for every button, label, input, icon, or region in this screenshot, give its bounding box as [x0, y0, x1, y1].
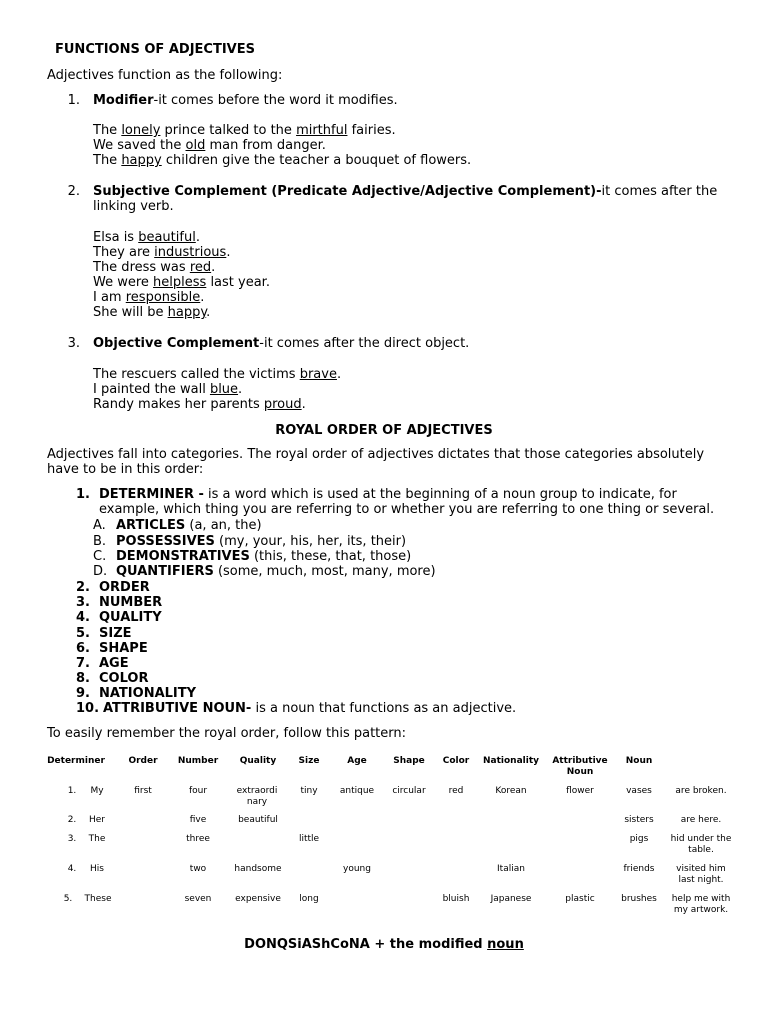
order-item: 2. ORDER: [76, 580, 150, 595]
table-cell-row-number: 1.: [67, 786, 77, 796]
table-cell-noun: friends: [623, 864, 655, 874]
table-cell-color: bluish: [442, 894, 470, 904]
table-header: Color: [442, 756, 470, 766]
table-cell-number: four: [188, 786, 208, 796]
table-cell-order: first: [134, 786, 152, 796]
table-cell-determiner: These: [84, 894, 112, 904]
example-sentence: The dress was red.: [93, 260, 216, 275]
function-desc-continued: linking verb.: [93, 199, 174, 214]
intro-royal-order: Adjectives fall into categories. The royal order of adjectives dictates that those categories absolutely: [47, 447, 705, 462]
mnemonic-footer: DONQSiAShCoNA + the modified noun: [244, 937, 524, 952]
table-header: Order: [128, 756, 158, 766]
function-subjective-complement: Subjective Complement (Predicate Adjective/Adjective Complement)-it comes after the: [93, 184, 718, 199]
table-cell-age: young: [343, 864, 371, 874]
table-cell-predicate: visited him last night.: [676, 864, 726, 885]
order-item: 8. COLOR: [76, 671, 149, 686]
order-item: 9. NATIONALITY: [76, 686, 197, 701]
order-item: 5. SIZE: [76, 626, 132, 641]
table-cell-age: antique: [339, 786, 375, 796]
table-cell-quality: beautiful: [238, 815, 278, 825]
table-cell-quality: expensive: [235, 894, 281, 904]
table-cell-determiner: Her: [88, 815, 105, 825]
example-sentence: I painted the wall blue.: [93, 382, 243, 397]
table-cell-nationality: Italian: [497, 864, 525, 874]
table-cell-attributive-noun: plastic: [565, 894, 595, 904]
table-header: Quality: [239, 756, 277, 766]
example-sentence: The rescuers called the victims brave.: [93, 367, 342, 382]
example-sentence: Elsa is beautiful.: [93, 230, 200, 245]
table-cell-number: seven: [184, 894, 212, 904]
table-cell-determiner: His: [90, 864, 104, 874]
table-cell-shape: circular: [392, 786, 426, 796]
pattern-intro: To easily remember the royal order, follow this pattern:: [47, 726, 406, 741]
table-header: Age: [347, 756, 367, 766]
table-cell-number: five: [189, 815, 207, 825]
table-header: Shape: [393, 756, 425, 766]
table-header: Nationality: [483, 756, 539, 766]
table-cell-row-number: 3.: [67, 834, 77, 844]
table-cell-quality: handsome: [234, 864, 282, 874]
table-cell-noun: sisters: [624, 815, 654, 825]
order-item-attributive-noun: 10. ATTRIBUTIVE NOUN- is a noun that functions as an adjective.: [76, 701, 517, 716]
order-determiner-continued: example, which thing you are referring to or whether you are referring to one thing or several.: [99, 502, 715, 517]
example-sentence: We saved the old man from danger.: [93, 138, 326, 153]
table-cell-row-number: 4.: [67, 864, 77, 874]
function-modifier: Modifier-it comes before the word it modifies.: [93, 93, 398, 108]
title-functions: FUNCTIONS OF ADJECTIVES: [55, 42, 255, 57]
table-cell-row-number: 5.: [63, 894, 73, 904]
list-number: 1.: [76, 487, 90, 502]
table-cell-color: red: [448, 786, 464, 796]
function-objective-complement: Objective Complement-it comes after the direct object.: [93, 336, 470, 351]
table-cell-attributive-noun: flower: [566, 786, 594, 796]
example-sentence: The happy children give the teacher a bouquet of flowers.: [93, 153, 472, 168]
table-cell-size: long: [299, 894, 319, 904]
order-item: 3. NUMBER: [76, 595, 163, 610]
table-cell-size: little: [298, 834, 320, 844]
example-sentence: The lonely prince talked to the mirthful fairies.: [93, 123, 396, 138]
table-cell-noun: brushes: [621, 894, 657, 904]
title-royal-order: ROYAL ORDER OF ADJECTIVES: [275, 423, 493, 438]
order-item: 7. AGE: [76, 656, 129, 671]
order-item: 6. SHAPE: [76, 641, 148, 656]
list-number: 1.: [67, 93, 80, 108]
list-number: 2.: [67, 184, 80, 199]
table-header: Determiner: [47, 756, 105, 766]
pattern-table: [0, 756, 768, 926]
table-cell-row-number: 2.: [67, 815, 77, 825]
table-cell-number: two: [189, 864, 207, 874]
table-cell-noun: vases: [626, 786, 652, 796]
determiner-sub-item: A. ARTICLES (a, an, the): [93, 518, 262, 533]
intro-functions: Adjectives function as the following:: [47, 68, 283, 83]
order-item: 4. QUALITY: [76, 610, 162, 625]
table-header: Attributive Noun: [552, 756, 608, 777]
table-cell-quality: extraordi nary: [236, 786, 278, 807]
table-cell-size: tiny: [300, 786, 318, 796]
table-header: Noun: [625, 756, 653, 766]
table-cell-predicate: help me with my artwork.: [671, 894, 731, 915]
table-cell-determiner: The: [88, 834, 106, 844]
table-header: Size: [298, 756, 320, 766]
table-cell-predicate: hid under the table.: [670, 834, 732, 855]
table-cell-noun: pigs: [629, 834, 649, 844]
example-sentence: She will be happy.: [93, 305, 211, 320]
determiner-sub-item: C. DEMONSTRATIVES (this, these, that, those): [93, 549, 412, 564]
table-cell-determiner: My: [90, 786, 104, 796]
determiner-sub-item: B. POSSESSIVES (my, your, his, her, its, their): [93, 534, 407, 549]
example-sentence: We were helpless last year.: [93, 275, 270, 290]
table-cell-number: three: [186, 834, 210, 844]
example-sentence: I am responsible.: [93, 290, 205, 305]
order-determiner: DETERMINER - is a word which is used at the beginning of a noun group to indicate, for: [99, 487, 677, 502]
table-cell-predicate: are broken.: [675, 786, 727, 796]
determiner-sub-item: D. QUANTIFIERS (some, much, most, many, more): [93, 564, 436, 579]
example-sentence: Randy makes her parents proud.: [93, 397, 306, 412]
example-sentence: They are industrious.: [93, 245, 231, 260]
table-cell-nationality: Japanese: [490, 894, 532, 904]
table-cell-predicate: are here.: [680, 815, 722, 825]
table-header: Number: [177, 756, 219, 766]
table-cell-nationality: Korean: [495, 786, 527, 796]
list-number: 3.: [67, 336, 80, 351]
intro-royal-order-continued: have to be in this order:: [47, 462, 204, 477]
